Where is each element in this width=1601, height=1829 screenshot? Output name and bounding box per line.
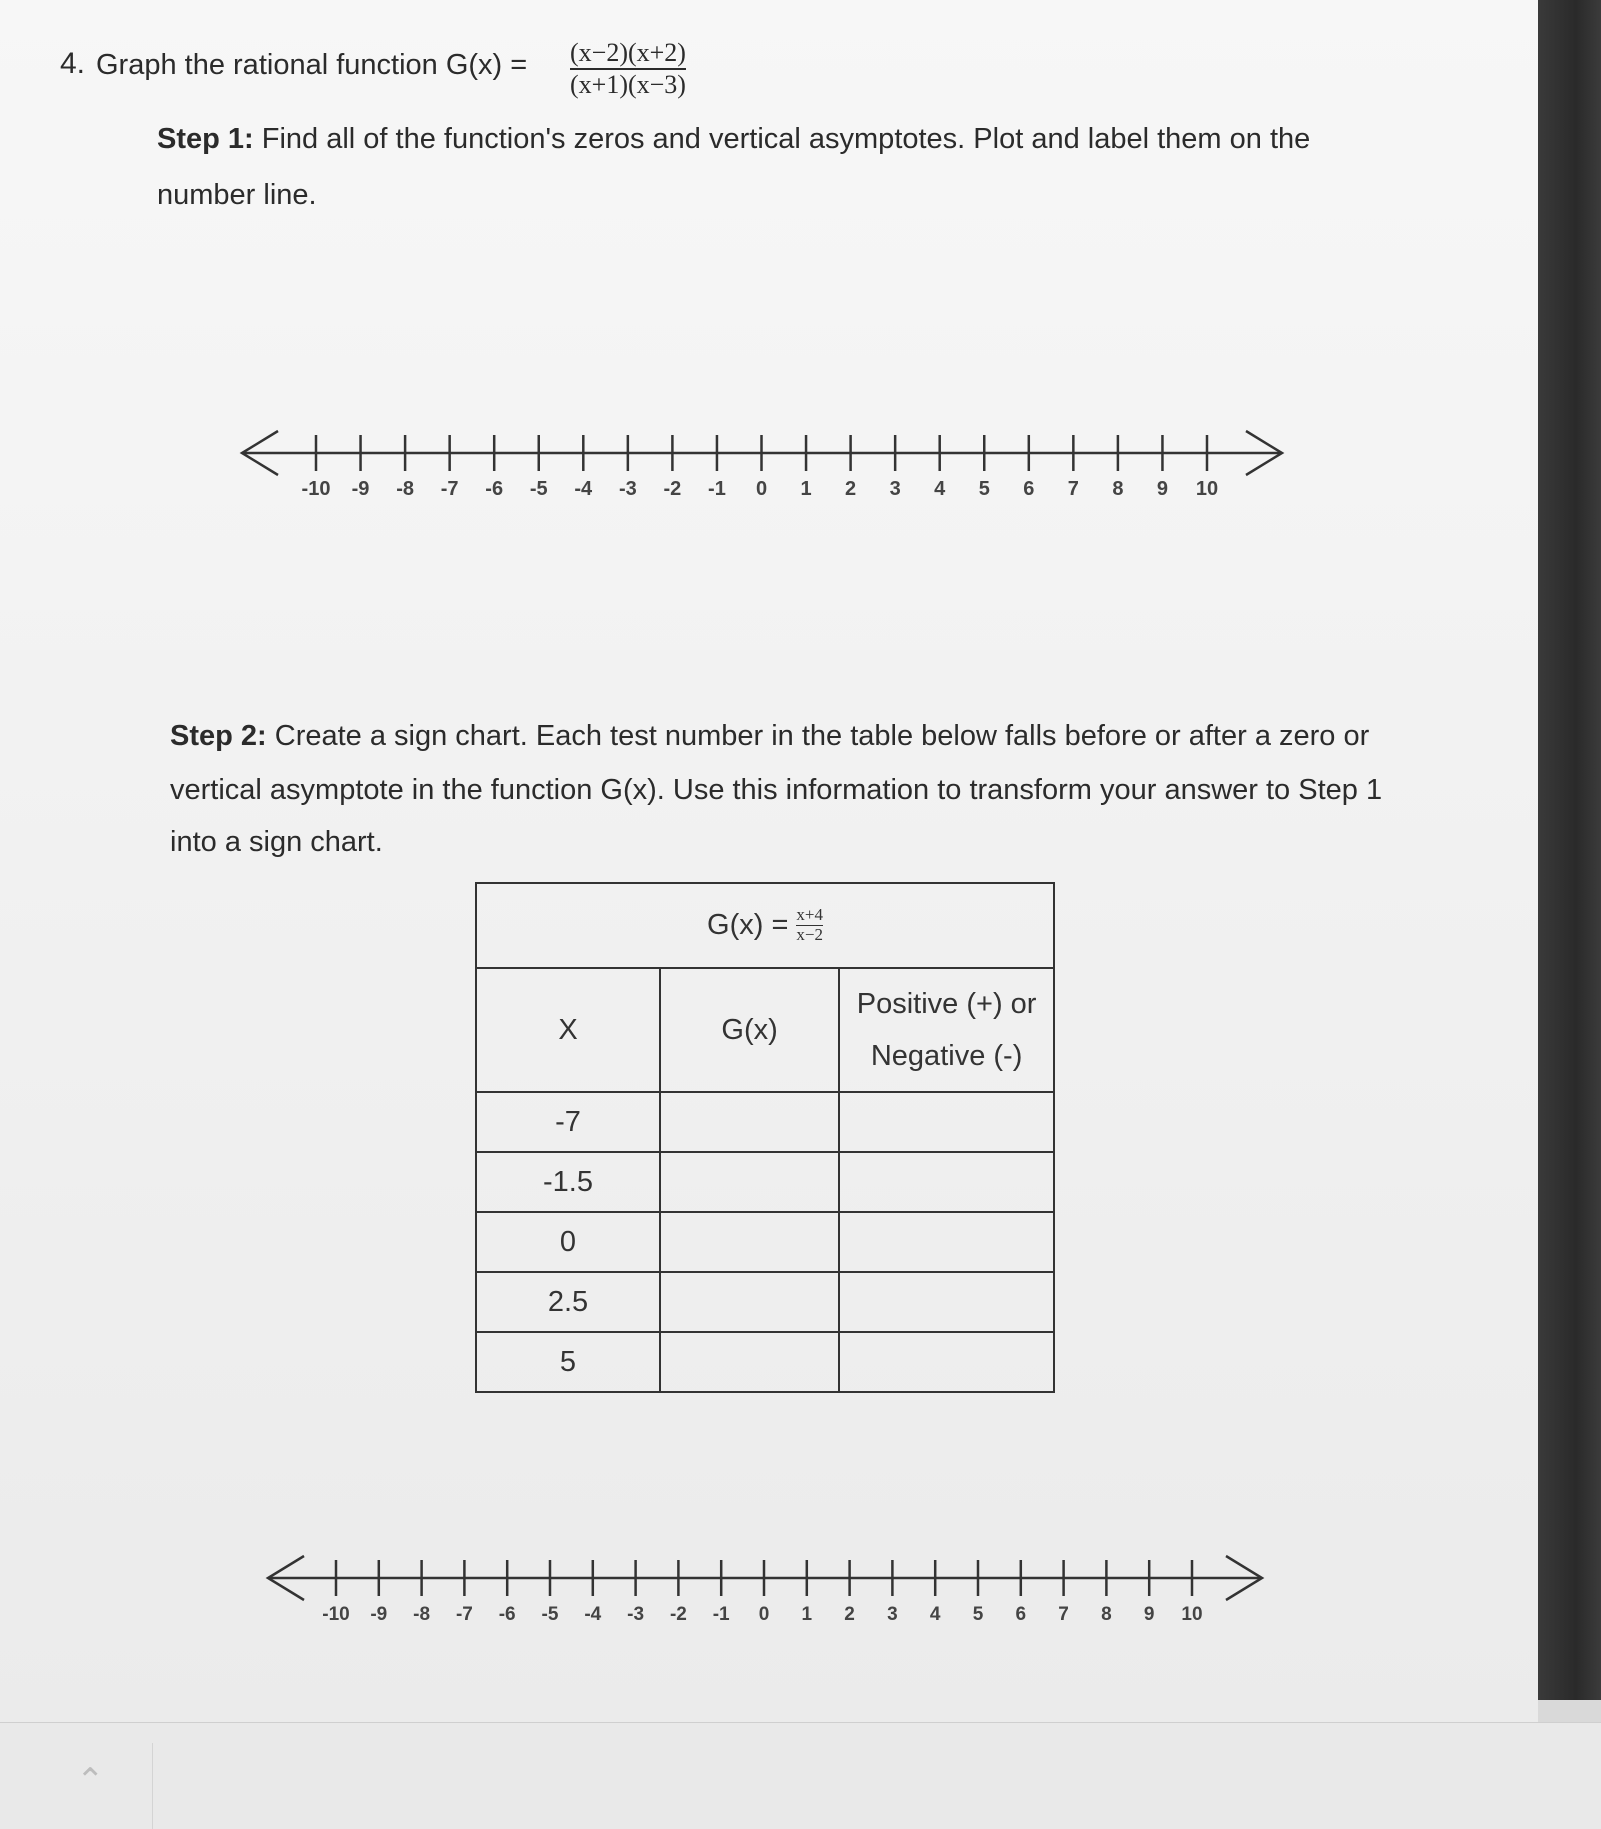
sign-cell[interactable] [839,1152,1054,1212]
number-line-tick-label: -2 [669,1604,687,1625]
table-title-denominator: x−2 [796,925,823,945]
table-title-prefix: G(x) = [707,909,789,941]
number-line-tick-label: 1 [801,1604,813,1625]
number-line-tick-label: 5 [972,1604,984,1625]
fraction-numerator: (x−2)(x+2) [570,38,686,67]
x-cell: 5 [476,1332,660,1392]
bottom-toolbar [0,1722,1601,1829]
number-line-step2 [0,1500,1538,1660]
number-line-tick-label: 4 [934,478,946,500]
fraction-denominator: (x+1)(x−3) [570,70,686,99]
screen-bezel [1538,0,1601,1700]
table-row [476,1212,1054,1272]
number-line-tick-label: -4 [584,1604,602,1625]
header-sign-line1: Positive (+) or [856,987,1037,1020]
number-line-tick-label: 10 [1181,1604,1203,1625]
number-line-tick-label: 3 [889,478,901,500]
number-line-tick-label: -9 [370,1604,388,1625]
sign-cell[interactable] [839,1332,1054,1392]
header-sign-line2: Negative (-) [870,1040,1023,1072]
number-line-tick-label: 6 [1023,478,1035,500]
table-row [476,1272,1054,1332]
number-line-tick-label: -8 [413,1604,431,1625]
number-line-tick-label: -7 [440,478,459,500]
step2-line2: vertical asymptote in the function G(x). Use this information to transform your answer to Step 1 [170,774,1383,806]
number-line-tick-label: 9 [1143,1604,1155,1625]
number-line-tick-label: 10 [1195,478,1219,500]
header-x: X [476,968,660,1092]
number-line-tick-label: -1 [712,1604,730,1625]
x-cell: 2.5 [476,1272,660,1332]
sign-cell[interactable] [839,1092,1054,1152]
step1-label: Step 1: [157,123,254,155]
number-line-tick-label: -7 [455,1604,473,1625]
number-line-tick-label: -5 [541,1604,559,1625]
sign-cell[interactable] [839,1212,1054,1272]
number-line-tick-label: 6 [1015,1604,1027,1625]
step1-line2: number line. [157,179,317,211]
step2-line3: into a sign chart. [170,826,383,858]
number-line-tick-label: 8 [1112,478,1124,500]
number-line-tick-label: 3 [887,1604,898,1625]
number-line-tick-label: 7 [1067,478,1079,500]
number-line-tick-label: -3 [627,1604,645,1625]
number-line-tick-label: 9 [1156,478,1169,500]
table-title-fraction [796,906,823,945]
table-row [476,1332,1054,1392]
step2-label: Step 2: [170,720,267,752]
number-line-tick-label: -3 [618,478,637,500]
table-title-cell [476,883,1054,968]
x-cell: -1.5 [476,1152,660,1212]
gx-cell[interactable] [660,1212,839,1272]
table-row [476,1152,1054,1212]
gx-cell[interactable] [660,1272,839,1332]
number-line-tick-label: -2 [663,478,682,500]
number-line-tick-label: 2 [844,1604,855,1625]
number-line-step1 [0,0,1538,560]
number-line-tick-label: 1 [800,478,812,500]
step1-text-1: Find all of the function's zeros and vertical asymptotes. Plot and label them on the [261,123,1311,155]
number-line-tick-label: 2 [845,478,857,500]
problem-prompt: Graph the rational function G(x) = [96,49,528,81]
number-line-tick-label: 7 [1058,1604,1069,1625]
header-sign [839,968,1054,1092]
gx-cell[interactable] [660,1152,839,1212]
number-line-tick-label: -4 [574,478,593,500]
number-line-tick-label: -9 [351,478,370,500]
gx-cell[interactable] [660,1332,839,1392]
table-title-numerator: x+4 [796,905,823,925]
number-line-tick-label: 4 [929,1604,941,1625]
header-gx: G(x) [660,968,839,1092]
x-cell: 0 [476,1212,660,1272]
number-line-tick-label: 0 [755,478,768,500]
gx-cell[interactable] [660,1092,839,1152]
step2-text-1: Create a sign chart. Each test number in the table below falls before or after a zero or [274,720,1370,752]
number-line-tick-label: 0 [758,1604,770,1625]
sign-cell[interactable] [839,1272,1054,1332]
x-cell: -7 [476,1092,660,1152]
toolbar-divider [152,1743,153,1829]
number-line-tick-label: -10 [301,478,331,500]
number-line-tick-label: -6 [485,478,504,500]
number-line-tick-label: -5 [529,478,548,500]
sign-chart-table [475,882,1055,1393]
table-row [476,1092,1054,1152]
number-line-tick-label: -8 [396,478,414,500]
chevron-up-icon[interactable]: ⌃ [76,1762,105,1800]
problem-number: 4. [60,47,86,80]
step2-line1 [170,722,1369,751]
number-line-tick-label: 5 [978,478,990,500]
number-line-tick-label: 8 [1101,1604,1112,1625]
number-line-tick-label: -1 [708,478,726,500]
number-line-tick-label: -10 [322,1604,350,1625]
number-line-tick-label: -6 [498,1604,516,1625]
